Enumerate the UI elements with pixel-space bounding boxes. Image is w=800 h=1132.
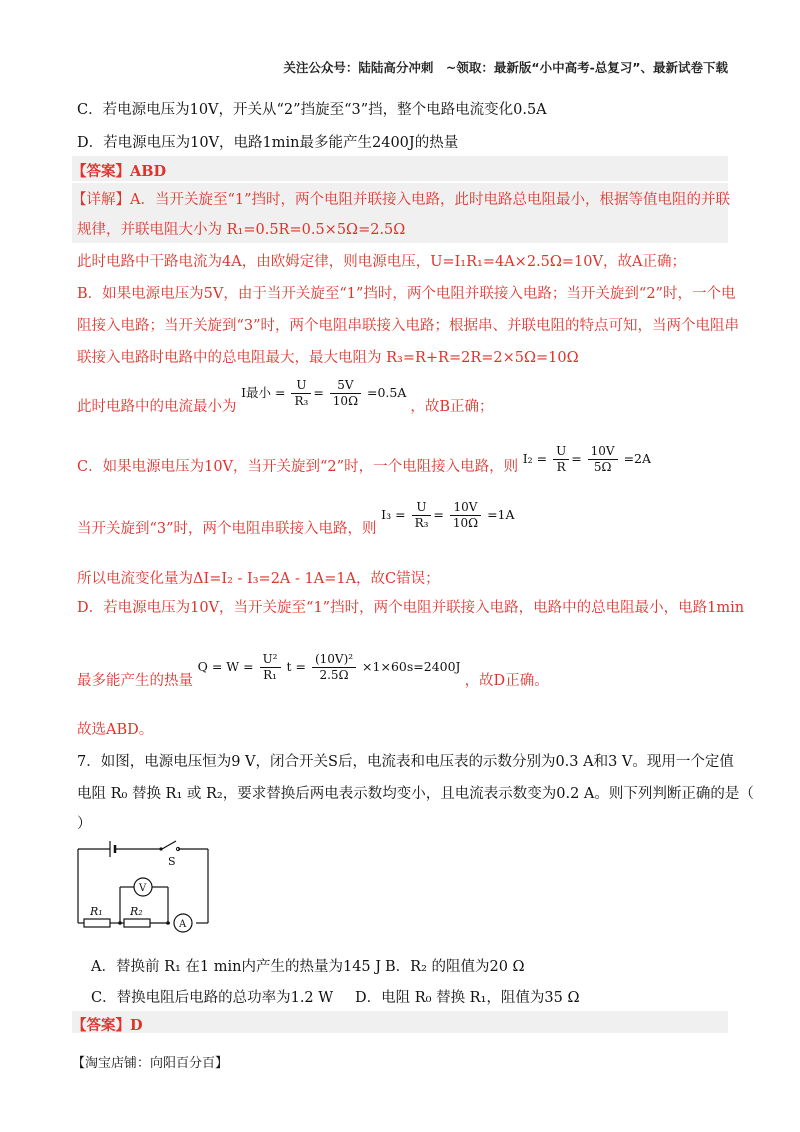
detail-b-line1: B．如果电源电压为5V，由于当开关旋至“1”挡时，两个电阻并联接入电路；当开关旋到“2”时，一个电 [77,286,736,302]
equation-b: I最小 = $\frac{U}{\text{R₃}}$ = $\frac{5V}{10\Omega}$ =0.5A [241,378,407,408]
eq-c1-rhs: =2A [623,451,652,466]
switch-pivot [159,847,162,850]
eq-c1-den1: R [556,460,566,474]
detail-b-line3: 联接入电路时电路中的总电阻最大，最大电阻为 R₃=R+R=2R=2×5Ω=10Ω [77,350,579,366]
page-footer: 【淘宝店铺：向阳百分百】 [72,1056,229,1071]
eq-c2-rhs: =1A [487,507,515,522]
detail-c-line3: 所以电流变化量为ΔI=I₂ - I₃=2A - 1A=1A，故C错误； [77,571,440,587]
eq-b-den2: 10Ω [332,394,359,408]
eq-c1-lhs: I₂ = [522,451,548,466]
detail-d-prefix: 最多能产生的热量 [77,673,193,689]
eq-c2-num1: U [412,500,432,516]
question-7-line1: 7．如图，电源电压恒为9 V，闭合开关S后，电流表和电压表的示数分别为0.3 A和3 V。现用一个定值 [77,754,734,770]
eq-d-den2: 2.5Ω [319,668,349,682]
r2-label: R₂ [130,905,143,918]
question-7-line3: ） [77,816,92,832]
eq-d-num2: (10V)² [312,652,356,668]
detail-c-line1 [77,444,652,483]
eq-c2-num2: 10V [450,500,481,516]
eq-b-num2: 5V [330,378,361,394]
equation-c1: I₂ = $\frac{U}{R}$ = $\frac{10V}{5\Omega}$ =2A [522,444,652,474]
option-d-prev: D．若电源电压为10V，电路1min最多能产生2400J的热量 [77,135,459,151]
detail-a-line2: 规律，并联电阻大小为 R₁=0.5R=0.5×5Ω=2.5Ω [77,222,406,238]
node-right [166,921,170,925]
voltmeter-label: V [139,883,147,894]
resistor-r2 [124,919,150,927]
eq-c2-den1: R₃ [414,516,429,530]
answer7-band [72,1011,728,1033]
switch-label: S [168,855,176,868]
equation-c2: I₃ = $\frac{U}{\text{R₃}}$ = $\frac{10V}{10\Omega}$ =1A [381,500,515,530]
eq-b-rhs: =0.5A [367,385,407,400]
eq-b-lhs: I最小 = [241,385,286,400]
detail-d-line2 [77,652,549,697]
r1-label: R₁ [90,905,103,918]
detail-b-line2: 阻接入电路；当开关旋到“3”时，两个电阻串联接入电路；根据串、并联电阻的特点可知，当两个电阻串 [77,318,740,334]
answer-7: 【答案】D [72,1017,143,1034]
detail-c-prefix: C．如果电源电压为10V，当开关旋到“2”时，一个电阻接入电路，则 [77,459,519,475]
eq-b-num1: U [291,378,311,394]
eq-d-rhs: ×1×60s=2400J [362,659,461,674]
conclusion: 故选ABD。 [77,722,154,738]
eq-d-num1: U² [260,652,281,668]
q7-option-a: A．替换前 R₁ 在1 min内产生的热量为145 J [91,959,382,975]
detail-c-line2 [77,500,515,545]
eq-d-mid: t = [286,659,306,674]
resistor-r1 [84,919,110,927]
q7-option-c: C．替换电阻后电路的总功率为1.2 W [91,990,334,1006]
ammeter-label: A [179,919,187,930]
detail-d-line1: D．若电源电压为10V，当开关旋至“1”挡时，两个电阻并联接入电路，电路中的总电阻最小，电路1min [77,600,745,616]
detail-d-suffix: ，故D正确。 [464,673,549,689]
circuit-diagram [70,835,220,935]
q7-option-d: D．电阻 R₀ 替换 R₁，阻值为35 Ω [355,990,580,1006]
detail-b-line4 [77,378,494,423]
detail-a-line1: 【详解】A．当开关旋至“1”挡时，两个电阻并联接入电路，此时电路总电阻最小，根据等值电阻的并联 [72,192,731,208]
eq-c1-num2: 10V [588,444,618,460]
option-c-prev: C．若电源电压为10V，开关从“2”挡旋至“3”挡，整个电路电流变化0.5A [77,102,547,118]
eq-d-den1: R₁ [263,668,277,682]
eq-b-den1: R₃ [294,394,309,408]
question-7-line2: 电阻 R₀ 替换 R₁ 或 R₂，要求替换后两电表示数均变小，且电流表示数变为0.2 A。则下列判断正确的是（ [77,786,754,802]
eq-c1-num1: U [553,444,569,460]
switch-lever [162,841,176,849]
eq-c2-den2: 10Ω [452,516,479,530]
detail-c2-prefix: 当开关旋到“3”时，两个电阻串联接入电路，则 [77,521,377,537]
q7-option-b: B．R₂ 的阻值为20 Ω [385,959,525,975]
answer-6: 【答案】ABD [72,163,167,180]
detail-b-prefix: 此时电路中的电流最小为 [77,399,237,415]
answer-band [72,156,728,181]
node-left [118,921,122,925]
detail-b-suffix: ，故B正确； [410,399,494,415]
eq-c1-den2: 5Ω [593,460,612,474]
detail-a-line3: 此时电路中干路电流为4A，由欧姆定律，则电源电压，U=I₁R₁=4A×2.5Ω=10V，故A正确； [77,254,686,270]
page-header: 关注公众号：陆陆高分冲刺 ~领取：最新版“小中高考-总复习”、最新试卷下载 [283,60,728,75]
eq-c2-lhs: I₃ = [381,507,406,522]
eq-d-lhs: Q = W = [197,659,254,674]
